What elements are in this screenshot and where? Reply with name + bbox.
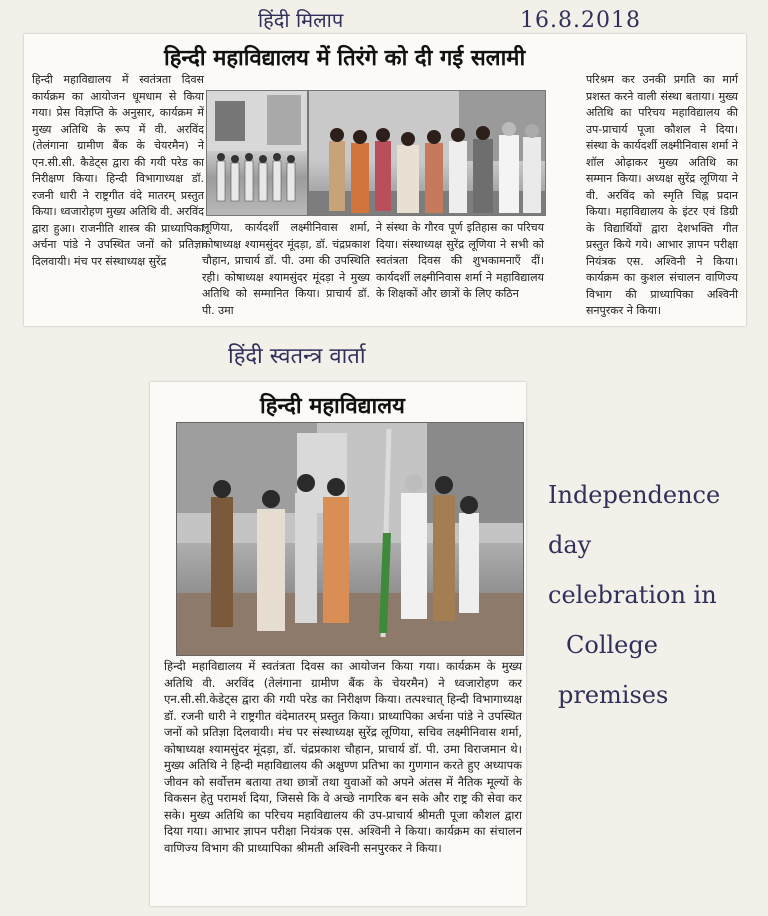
newspaper-clipping-swatantra-vaartha: [150, 382, 526, 906]
newspaper-clipping-milap: [24, 34, 746, 326]
handwritten-second-newspaper-name: हिंदी स्वतन्त्र वार्ता: [228, 344, 366, 369]
clipping1-headline: हिन्दी महाविद्यालय में तिरंगे को दी गई सलामी: [164, 46, 526, 71]
note-line-5: premises: [558, 681, 669, 709]
note-line-3: celebration in: [548, 581, 717, 609]
clipping2-headline: हिन्दी महाविद्यालय: [260, 394, 405, 419]
parade-photo-illustration: [207, 91, 307, 215]
clipping2-body: [164, 658, 522, 856]
handwritten-date: 16.8.2018: [520, 8, 641, 33]
clipping1-column-3: ने संस्था के गौरव पूर्ण इतिहास का परिचय दिया। संस्थाध्यक्ष सुरेंद्र लूणिया ने सभी को स्वतंत्रता दिवस की शुभकामनाएँ दीं। कार्यदर्शी लक्ष्मीनिवास शर्मा ने महाविद्यालय के शिक्षकों और छात्रों के लिए कठिन: [376, 221, 544, 300]
clipping1-photo-guests: [308, 90, 546, 216]
note-line-4: College: [566, 631, 658, 659]
clipping1-column-2: लूणिया, कार्यदर्शी लक्ष्मीनिवास शर्मा, कोषाध्यक्ष श्यामसुंदर मूंदड़ा, डॉ. चंद्रप्रकाश चौहान, प्राचार्य डॉ. पी. उमा की उपस्थिति रही। कोषाध्यक्ष श्यामसुंदर मूंदड़ा ने मुख्य अतिथि को सम्मानित किया। प्राचार्य डॉ. पी. उमा: [202, 221, 370, 317]
flag-hoisting-photo-illustration: [177, 423, 523, 655]
guests-photo-illustration: [309, 91, 545, 215]
clipping1-column-4: परिश्रम कर उनकी प्रगति का मार्ग प्रशस्त करने वाली संस्था बताया। मुख्य अतिथि का परिचय महाविद्यालय की उप-प्राचार्य पूजा कौशल ने दिया। संस्था के कार्यदर्शी लक्ष्मीनिवास शर्मा ने शॉल ओढ़ाकर मुख्य अतिथि का सम्मान किया। अध्यक्ष सुरेंद्र लूणिया ने वी. अरविंद को स्मृति चिह्न प्रदान किया। महाविद्यालय के इंटर एवं डिग्री के विद्यार्थियों द्वारा देशभक्ति गीत प्रस्तुत किये गये। आभार ज्ञापन परीक्षा नियंत्रक एस. अश्विनी ने किया। कार्यक्रम का कुशल संचालन वाणिज्य विभाग की प्राध्यापिका अश्विनी सनपुरकर ने किया।: [586, 73, 738, 317]
handwritten-newspaper-name: हिंदी मिलाप: [258, 8, 344, 32]
clipping1-photo-parade: [206, 90, 308, 216]
note-line-1: Independence: [548, 481, 721, 509]
handwritten-note: [548, 470, 720, 720]
clipping2-photo-flag-hoisting: [176, 422, 524, 656]
clipping2-body-text: हिन्दी महाविद्यालय में स्वतंत्रता दिवस का आयोजन किया गया। कार्यक्रम के मुख्य अतिथि वी. अरविंद (तेलंगाना ग्रामीण बैंक के चेयरमैन) ने ध्वजारोहण कर एन.सी.सी.केडेट्स द्वारा की गयी परेड का निरीक्षण किया। तत्पश्चात् हिन्दी विभागाध्यक्ष डॉ. रजनी धारी ने राष्ट्रगीत वंदेमातरम् प्रस्तुत किया। प्राध्यापिका अर्चना पांडे ने उपस्थित जनों को प्रतिज्ञा दिलवायी। मंच पर संस्थाध्यक्ष सुरेंद्र लूणिया, सचिव लक्ष्मीनिवास शर्मा, कोषाध्यक्ष श्यामसुंदर मूंदड़ा, डॉ. चंद्रप्रकाश चौहान, प्राचार्य डॉ. पी. उमा विराजमान थे। मुख्य अतिथि ने हिन्दी महाविद्यालय की अक्षुण्ण प्रतिभा का गुणगान करते हुए अध्यापक जीवन को सर्वोत्तम बताया तथा छात्रों तथा युवाओं को अपने अंतस में नैतिक मूल्यों के विकसन हेतु परामर्श दिया, जिससे कि वे अच्छे नागरिक बन सके और राष्ट्र की सेवा कर सके। मुख्य अतिथि का परिचय महाविद्यालय की उप-प्राचार्य श्रीमती पूजा कौशल द्वारा दिया गया। आभार ज्ञापन परीक्षा नियंत्रक एस. अश्विनी ने किया। कार्यक्रम का संचालन वाणिज्य विभाग की प्राध्यापिका श्रीमती अश्विनी सनपुरकर ने किया।: [164, 659, 522, 855]
note-line-2: day: [548, 531, 592, 559]
clipping1-column-1: हिन्दी महाविद्यालय में स्वतंत्रता दिवस कार्यक्रम का आयोजन धूमधाम से किया गया। प्रेस विज्ञप्ति के अनुसार, कार्यक्रम में मुख्य अतिथि के रूप में वी. अरविंद (तेलंगाना ग्रामीण बैंक के चेयरमैन) ने एन.सी.सी. कैडेट्स द्वारा की गयी परेड का निरीक्षण किया। हिन्दी विभागाध्यक्ष डॉ. रजनी धारी ने राष्ट्रगीत वंदे मातरम् प्रस्तुत किया। ध्वजारोहण मुख्य अतिथि वी. अरविंद द्वारा हुआ। राजनीति शास्त्र की प्राध्यापिका अर्चना पांडे ने उपस्थित जनों को प्रतिज्ञा दिलवायी। मंच पर संस्थाध्यक्ष सुरेंद्र: [32, 73, 204, 268]
